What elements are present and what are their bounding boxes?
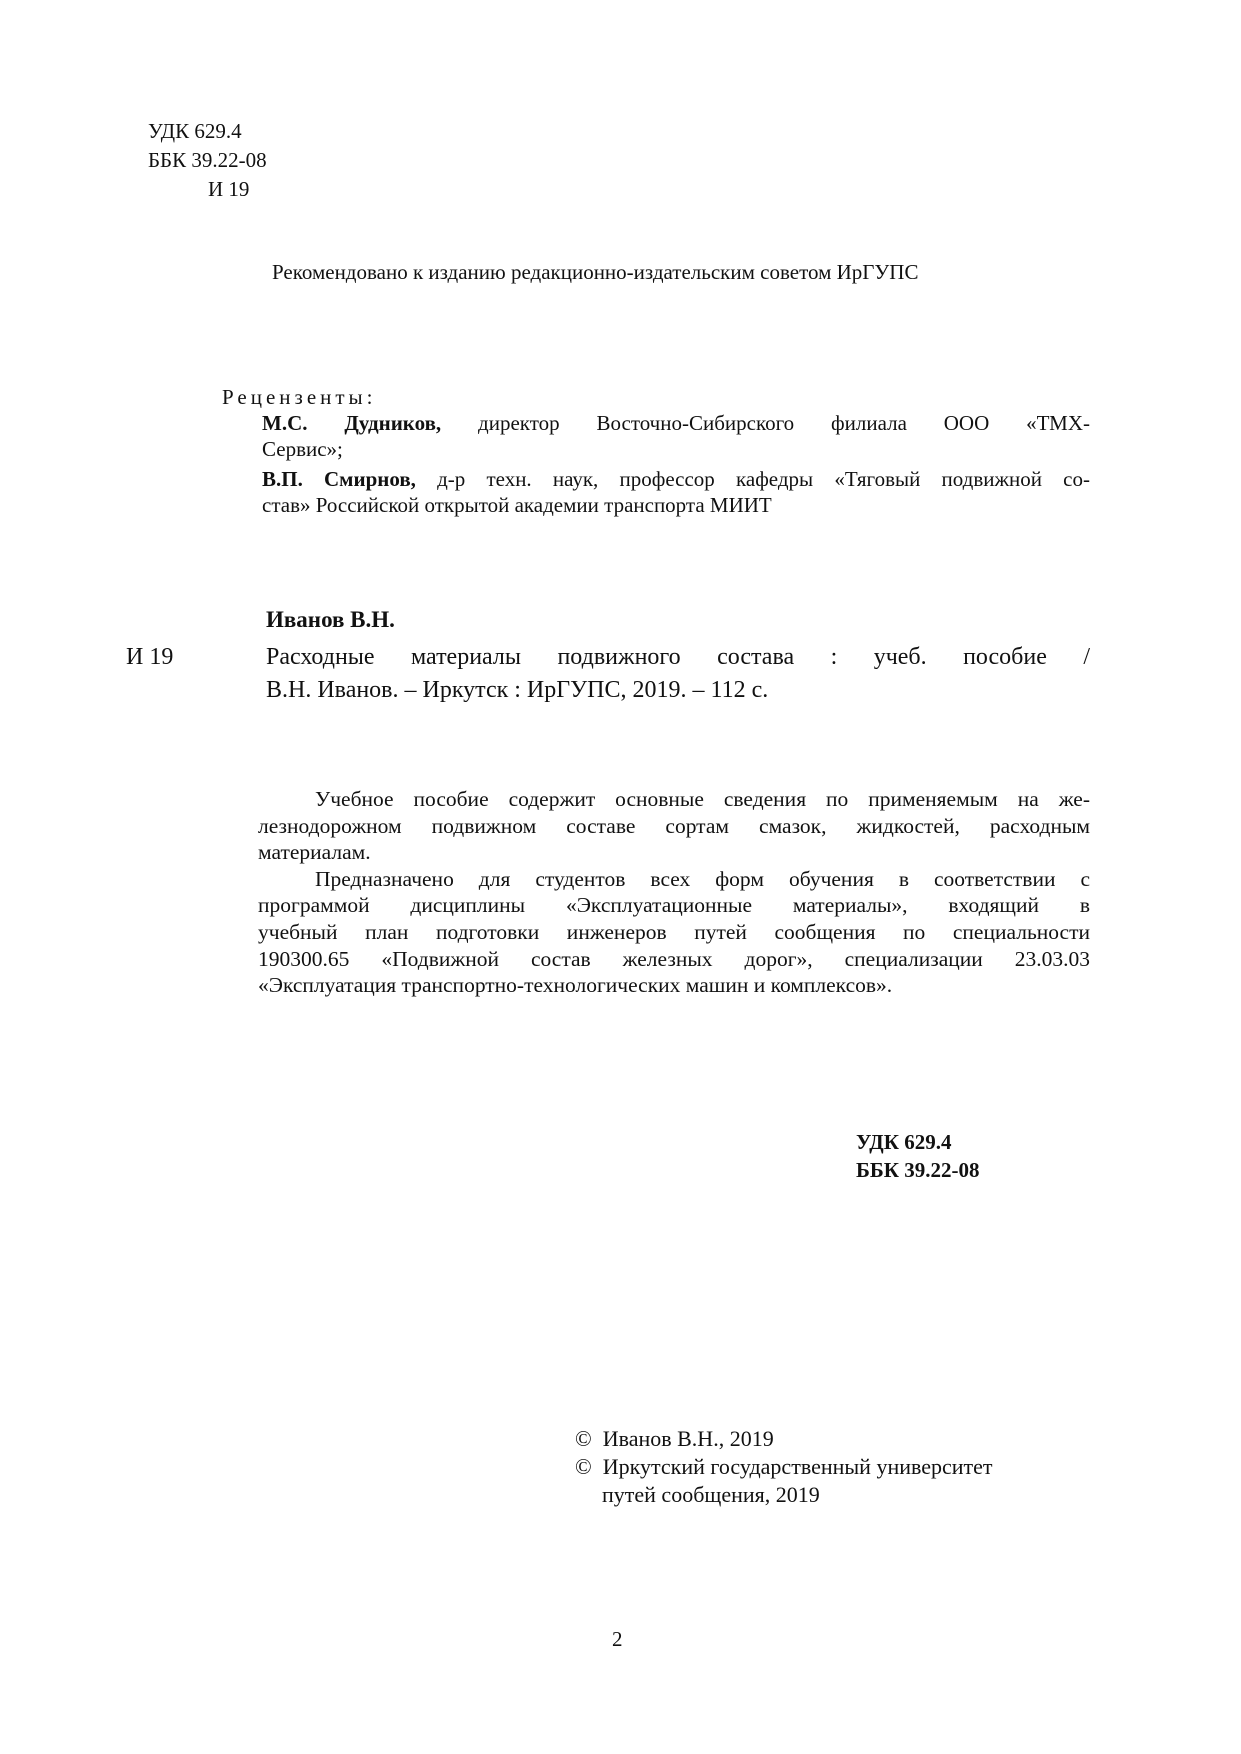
copyright-icon: © <box>575 1454 592 1479</box>
reviewer-1 <box>262 410 1090 462</box>
copyright-university: Иркутский государственный университет <box>602 1454 993 1479</box>
abstract-p2-line-1: Предназначено для студентов всех форм обучения в соответствии с <box>315 866 1090 891</box>
bibliography-entry <box>266 641 1090 707</box>
reviewer-2-desc: д-р техн. наук, профессор кафедры «Тяговый подвижной со- <box>415 467 1090 491</box>
reviewer-2-name: В.П. Смирнов, <box>262 467 416 491</box>
copyright-author: Иванов В.Н., 2019 <box>602 1426 774 1451</box>
copyright-line-3: путей сообщения, 2019 <box>602 1482 820 1507</box>
bibliography-line-1: Расходные материалы подвижного состава : учеб. пособие / <box>266 644 1090 670</box>
bibliography-author: Иванов В.Н. <box>266 607 395 632</box>
bibliography-line-2: В.Н. Иванов. – Иркутск : ИрГУПС, 2019. – 112 с. <box>266 677 769 703</box>
reviewer-2-line-2: став» Российской открытой академии транспорта МИИТ <box>262 493 772 517</box>
abstract-p1-line-1: Учебное пособие содержит основные сведения по применяемым на же- <box>315 787 1090 811</box>
abstract-p1-line-2: лезнодорожном подвижном составе сортам смазок, жидкостей, расходным <box>258 813 1090 838</box>
bbk-code-top: ББК 39.22-08 <box>148 148 267 172</box>
recommendation-text: Рекомендовано к изданию редакционно-издательским советом ИрГУПС <box>272 260 919 284</box>
abstract-p2-line-3: учебный план подготовки инженеров путей сообщения по специальности <box>258 919 1090 944</box>
bibliography-mark: И 19 <box>126 644 174 670</box>
abstract-p2-line-5: «Эксплуатация транспортно-технологических машин и комплексов». <box>258 973 893 998</box>
copyright-icon: © <box>575 1426 592 1451</box>
copyright-line-2 <box>575 1453 993 1481</box>
reviewers-label: Рецензенты: <box>222 385 377 409</box>
page-number: 2 <box>612 1627 623 1651</box>
copyright-block <box>575 1425 993 1509</box>
abstract-p1-line-3: материалам. <box>258 840 371 865</box>
reviewer-1-desc: директор Восточно-Сибирского филиала ООО «ТМХ- <box>441 411 1090 435</box>
abstract-p2-line-4: 190300.65 «Подвижной состав железных дорог», специализации 23.03.03 <box>258 946 1090 971</box>
abstract <box>258 786 1090 999</box>
reviewer-1-line-1 <box>262 410 1090 436</box>
reviewer-1-name: М.С. Дудников, <box>262 411 442 435</box>
author-mark-top: И 19 <box>208 177 250 201</box>
reviewer-2 <box>262 466 1090 518</box>
reviewer-1-line-2: Сервис»; <box>262 437 343 461</box>
udk-code-top: УДК 629.4 <box>148 119 242 143</box>
bbk-code-bottom: ББК 39.22-08 <box>856 1158 980 1182</box>
udk-code-bottom: УДК 629.4 <box>856 1130 952 1154</box>
reviewer-2-line-1 <box>262 466 1090 492</box>
copyright-line-1 <box>575 1425 993 1453</box>
abstract-p2-line-2: программой дисциплины «Эксплуатационные материалы», входящий в <box>258 893 1090 918</box>
